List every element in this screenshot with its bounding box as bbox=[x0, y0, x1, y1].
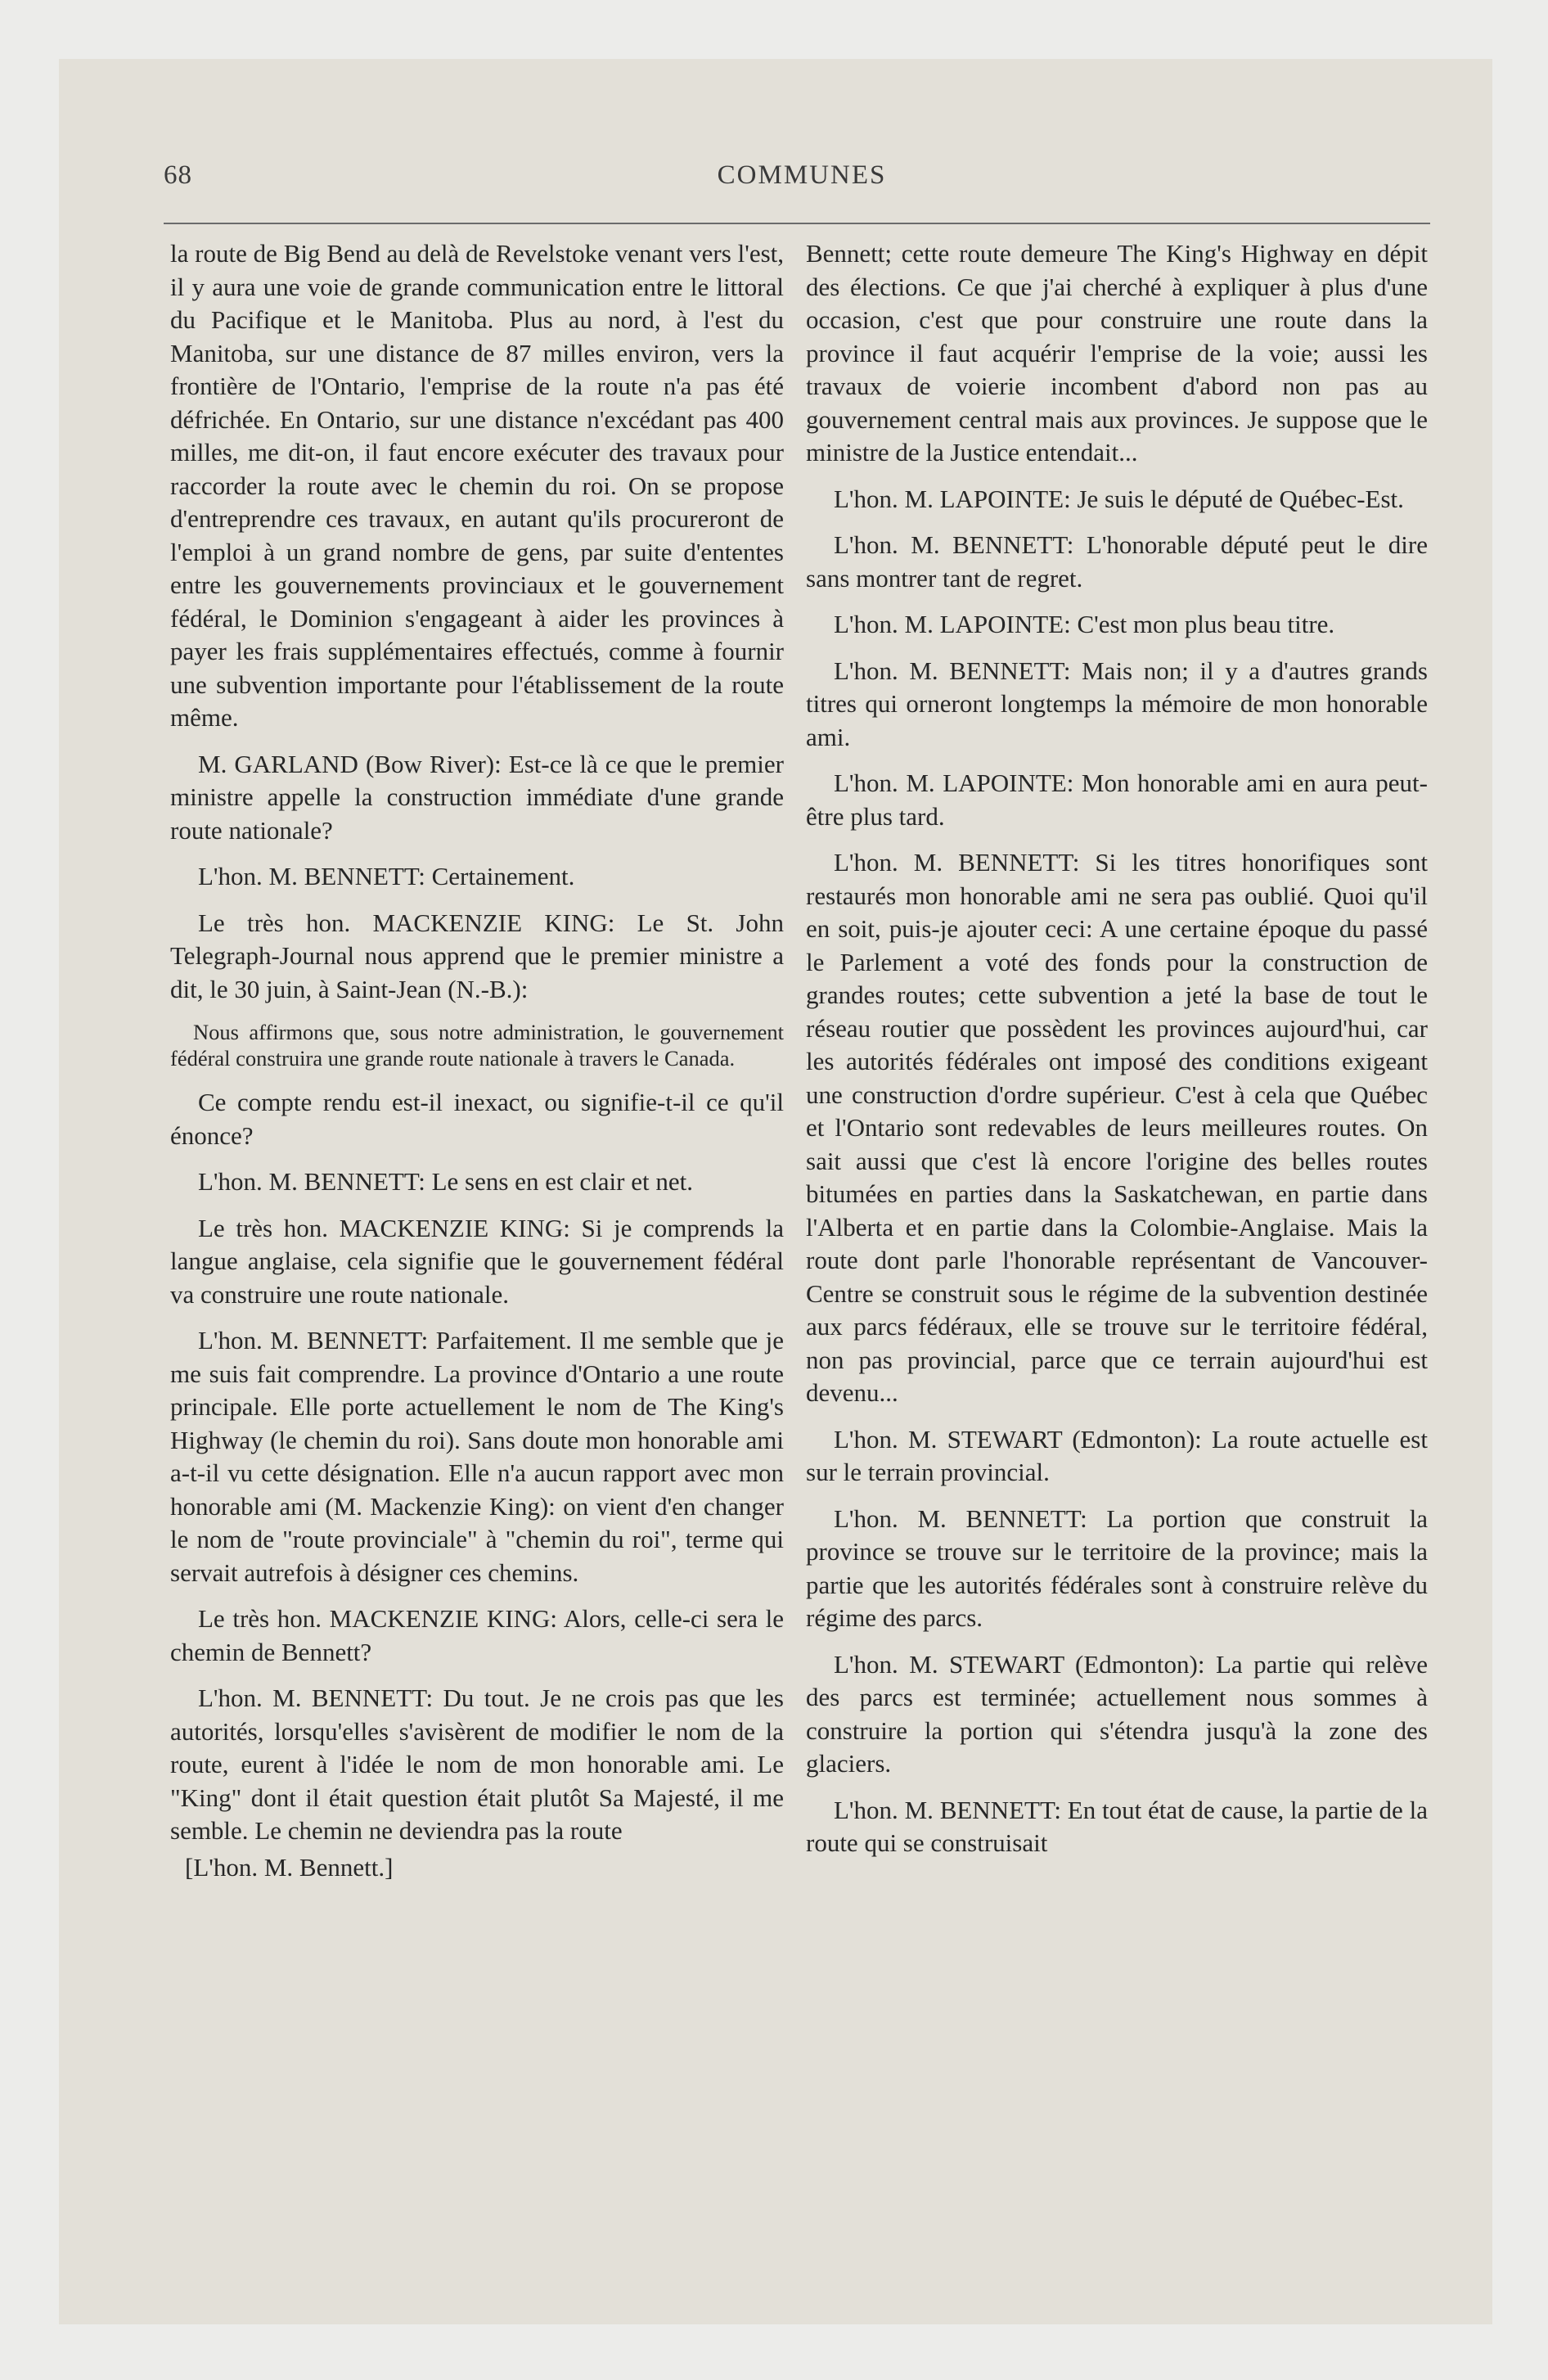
right-column bbox=[806, 237, 1428, 1873]
paragraph: L'hon. M. STEWART (Edmonton): La partie qui relève des parcs est terminée; actuellement nous sommes à construire la portion qui s'étendra jusqu'à la zone des glaciers. bbox=[806, 1649, 1428, 1778]
paragraph: L'hon. M. BENNETT: Parfaitement. Il me semble que je me suis fait comprendre. La province d'Ontario a une route principale. Elle porte actuellement le nom de The King's Highway (le chemin du roi). Sans doute mon honorable ami a-t-il vu cette désignation. Elle n'a aucun rapport avec mon honorable ami (M. Mackenzie King): on vient d'en changer le nom de "route provinciale" à "chemin du roi", terme qui servait autrefois à désigner ces chemins. bbox=[170, 1326, 784, 1587]
paragraph: Bennett; cette route demeure The King's Highway en dépit des élections. Ce que j'ai cherché à expliquer à plus d'une occasion, c'est que pour construire une route dans la province il faut acquérir l'emprise de la voie; aussi les travaux de voierie incombent d'abord non pas au gouvernement central mais aux provinces. Je suppose que le ministre de la Justice entendait... bbox=[806, 239, 1428, 467]
paragraph: L'hon. M. BENNETT: Certainement. bbox=[198, 862, 575, 890]
paragraph: L'hon. M. BENNETT: En tout état de cause, la partie de la route qui se construisait bbox=[806, 1795, 1428, 1857]
header-rule bbox=[164, 223, 1430, 224]
paragraph: L'hon. M. BENNETT: Le sens en est clair et net. bbox=[198, 1167, 693, 1196]
block-quote: Nous affirmons que, sous notre administration, le gouvernement fédéral construira une grande route nationale à travers le Canada. bbox=[170, 1020, 784, 1071]
paragraph: Le très hon. MACKENZIE KING: Si je comprends la langue anglaise, cela signifie que le gouvernement fédéral va construire une route nationale. bbox=[170, 1213, 784, 1309]
paragraph: L'hon. M. STEWART (Edmonton): La route actuelle est sur le terrain provincial. bbox=[806, 1424, 1428, 1486]
paragraph: Ce compte rendu est-il inexact, ou signifie-t-il ce qu'il énonce? bbox=[170, 1088, 784, 1150]
page-header bbox=[164, 160, 1440, 210]
paragraph: L'hon. M. BENNETT: Si les titres honorifiques sont restaurés mon honorable ami ne sera pas oublié. Quoi qu'il en soit, puis-je ajouter ceci: A une certaine époque du passé le Parlement a voté des fonds pour la construction de grandes routes; cette subvention a jeté la base de tout le réseau routier que possèdent les provinces aujourd'hui, car les autorités fédérales ont imposé des conditions exigeant une construction d'ordre supérieur. C'est à cela que Québec et l'Ontario sont redevables de leurs meilleures routes. On sait aussi que c'est là encore l'origine des belles routes bitumées en parties dans la Saskatchewan, en partie dans l'Alberta et en partie dans la Colombie-Anglaise. Mais la route dont parle l'honorable représentant de Vancouver-Centre se construit sous le régime de la subvention destinée aux parcs fédéraux, elle se trouve sur le territoire fédéral, non pas provincial, parce que ce terrain aujourd'hui est devenu... bbox=[806, 848, 1428, 1407]
speaker-footnote: [L'hon. M. Bennett.] bbox=[185, 1852, 394, 1882]
paragraph: L'hon. M. BENNETT: La portion que construit la province se trouve sur le territoire de la province; mais la partie que les autorités fédérales sont à construire relève du régime des parcs. bbox=[806, 1503, 1428, 1632]
paragraph: L'hon. M. LAPOINTE: Je suis le député de Québec-Est. bbox=[834, 484, 1404, 513]
running-title: COMMUNES bbox=[717, 160, 887, 190]
paragraph: Le très hon. MACKENZIE KING: Le St. John Telegraph-Journal nous apprend que le premier ministre a dit, le 30 juin, à Saint-Jean (N.-B.): bbox=[170, 908, 784, 1003]
left-column bbox=[170, 237, 784, 1897]
paragraph: L'hon. M. BENNETT: L'honorable député peut le dire sans montrer tant de regret. bbox=[806, 530, 1428, 593]
paragraph: L'hon. M. LAPOINTE: Mon honorable ami en aura peut-être plus tard. bbox=[806, 769, 1428, 831]
paragraph: la route de Big Bend au delà de Revelstoke venant vers l'est, il y aura une voie de grande communication entre le littoral du Pacifique et le Manitoba. Plus au nord, à l'est du Manitoba, sur une distance de 87 milles environ, vers la frontière de l'Ontario, l'emprise de la route n'a pas été défrichée. En Ontario, sur une distance n'excédant pas 400 milles, me dit-on, il faut encore exécuter des travaux pour raccorder la route avec le chemin du roi. On se propose d'entreprendre ces travaux, en autant qu'ils procureront de l'emploi à un grand nombre de gens, par suite d'ententes entre les gouvernements provinciaux et le gouvernement fédéral, le Dominion s'engageant à aider les provinces à payer les frais supplémentaires effectués, comme à fournir une subvention importante pour l'établissement de la route même. bbox=[170, 239, 784, 732]
paragraph: L'hon. M. BENNETT: Mais non; il y a d'autres grands titres qui orneront longtemps la mémoire de mon honorable ami. bbox=[806, 656, 1428, 751]
page-number: 68 bbox=[164, 160, 192, 190]
paragraph: L'hon. M. BENNETT: Du tout. Je ne crois pas que les autorités, lorsqu'elles s'avisèrent de modifier le nom de la route, eurent à l'idée le nom de mon honorable ami. Le "King" dont il était question était plutôt Sa Majesté, il me semble. Le chemin ne deviendra pas la route bbox=[170, 1684, 784, 1845]
paragraph: Le très hon. MACKENZIE KING: Alors, celle-ci sera le chemin de Bennett? bbox=[170, 1604, 784, 1666]
paragraph: M. GARLAND (Bow River): Est-ce là ce que le premier ministre appelle la construction immédiate d'une grande route nationale? bbox=[170, 749, 784, 845]
paragraph: L'hon. M. LAPOINTE: C'est mon plus beau titre. bbox=[834, 610, 1335, 638]
